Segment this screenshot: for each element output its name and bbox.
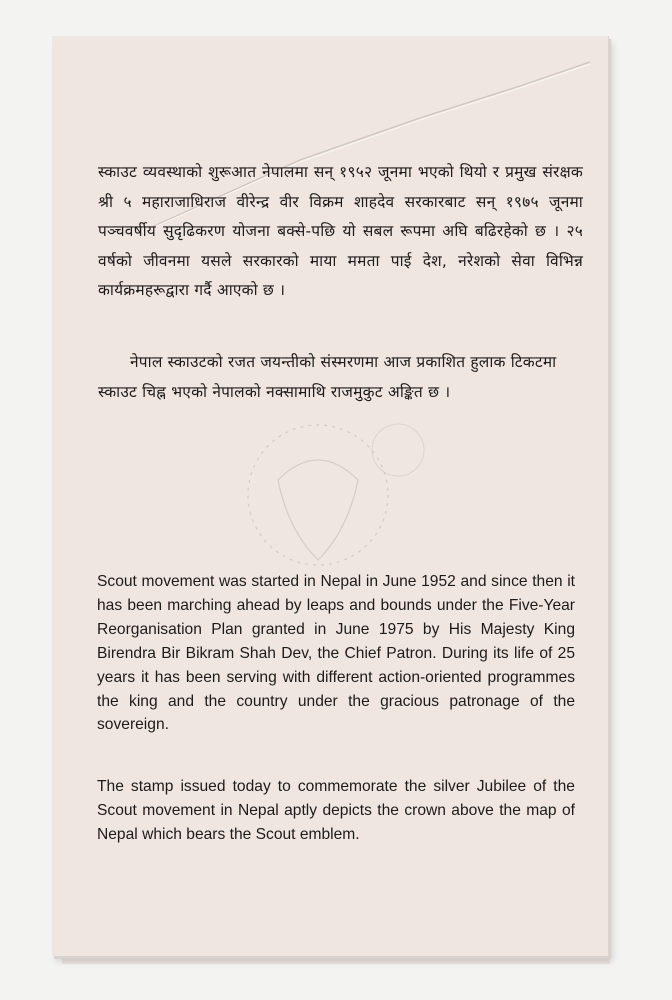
english-paragraph-1: Scout movement was started in Nepal in June 1952 and since then it has been marching ahead by leaps and bounds under the Five-Year Reorganisation Plan granted in June 1975 by His Majesty King Birendra Bir Bikram Shah Dev, the Chief Patron. During its life of 25 years it has been serving with different action-oriented programmes the king and the country under the gracious patronage of the sovereign. [97, 573, 575, 734]
english-paragraph-2: The stamp issued today to commemorate the silver Jubilee of the Scout movement in Nepal aptly depicts the crown above the map of Nepal which bears the Scout emblem. [97, 778, 575, 843]
faint-postmark-stamp [238, 410, 438, 580]
nepali-paragraph-1: स्काउट व्यवस्थाको शुरूआत नेपालमा सन् १९५२ जूनमा भएको थियो र प्रमुख संरक्षक श्री ५ महाराजाधिराज वीरेन्द्र वीर विक्रम शाहदेव सरकारबाट सन् १९७५ जूनमा पञ्चवर्षीय सुदृढिकरण योजना बक्से-पछि यो सबल रूपमा अघि बढिरहेको छ । २५ वर्षको जीवनमा यसले सरकारको माया ममता पाई देश, नरेशको सेवा विभिन्न कार्यक्रमहरूद्वारा गर्दै आएको छ । [98, 163, 583, 300]
nepali-paragraph-2-text: नेपाल स्काउटको रजत जयन्तीको संस्मरणमा आज प्रकाशित हुलाक टिकटमा स्काउट चिह्न भएको नेपालको नक्सामाथि राजमुकुट अङ्कित छ । [98, 353, 557, 401]
nepali-paragraph-2 [98, 348, 583, 407]
